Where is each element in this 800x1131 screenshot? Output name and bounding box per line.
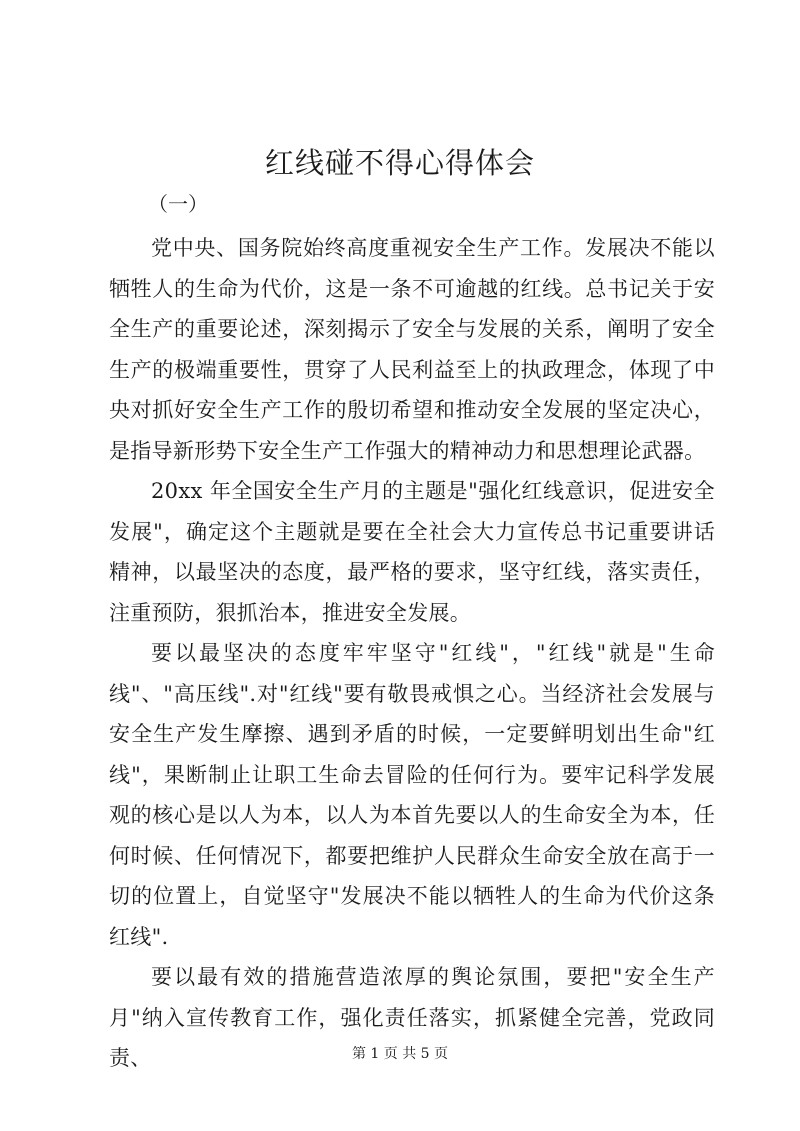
page-footer: 第 1 页 共 5 页 bbox=[351, 1046, 449, 1062]
paragraph-2: 20xx 年全国安全生产月的主题是"强化红线意识，促进安全发展"，确定这个主题就是要在全社会大力宣传总书记重要讲话精神，以最坚决的态度，最严格的要求，坚守红线，落实责任，注重预防，狠抓治本，推进安全发展。 bbox=[109, 479, 715, 625]
paragraph-4: 要以最有效的措施营造浓厚的舆论氛围，要把"安全生产月"纳入宣传教育工作，强化责任落实，抓紧健全完善，党政同责、 bbox=[109, 965, 715, 1070]
paragraph-1: 党中央、国务院始终高度重视安全生产工作。发展决不能以牺牲人的生命为代价，这是一条不可逾越的红线。总书记关于安全生产的重要论述，深刻揭示了安全与发展的关系，阐明了安全生产的极端重要性，贯穿了人民利益至上的执政理念，体现了中央对抓好安全生产工作的殷切希望和推动安全发展的坚定决心，是指导新形势下安全生产工作强大的精神动力和思想理论武器。 bbox=[109, 236, 715, 463]
document-title: 红线碰不得心得体会 bbox=[264, 146, 535, 180]
section-label: （一） bbox=[148, 192, 208, 216]
paragraph-3: 要以最坚决的态度牢牢坚守"红线"，"红线"就是"生命线"、"高压线".对"红线"要有敬畏戒惧之心。当经济社会发展与安全生产发生摩擦、遇到矛盾的时候，一定要鲜明划出生命"红线"，果断制止让职工生命去冒险的任何行为。要牢记科学发展观的核心是以人为本，以人为本首先要以人的生命安全为本，任何时候、任何情况下，都要把维护人民群众生命安全放在高于一切的位置上，自觉坚守"发展决不能以牺牲人的生命为代价这条红线". bbox=[109, 641, 715, 949]
document-body bbox=[109, 228, 715, 1079]
